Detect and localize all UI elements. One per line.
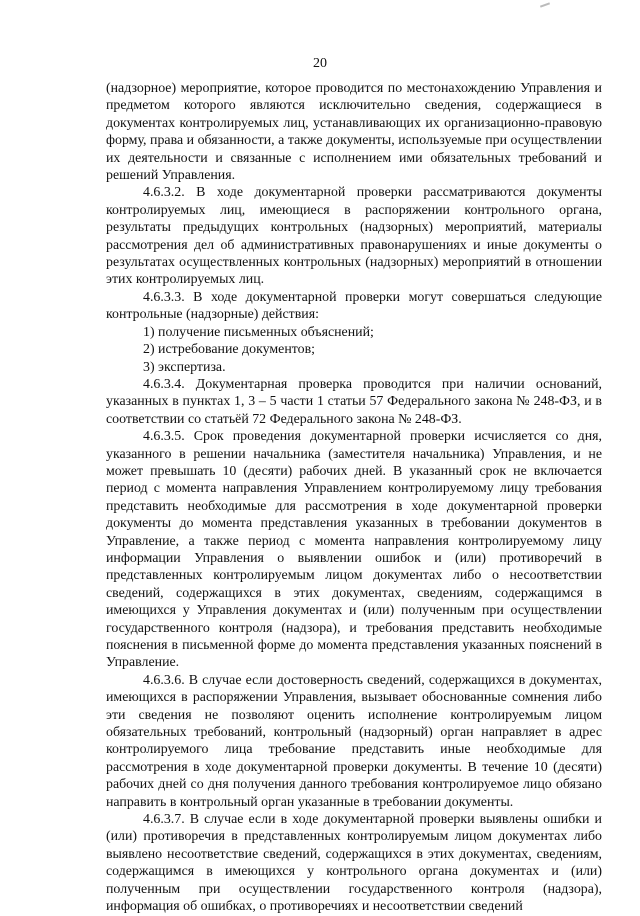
- paragraph-4-6-3-6: 4.6.3.6. В случае если достоверность сведений, содержащихся в документах, имеющихся в распоряжении Управления, вызывает обоснованные сомнения либо эти сведения не позволяют оценить исполнение контролируемым лицом обязательных требований, контрольный (надзорный) орган направляет в адрес контролируемого лица требование представить иные необходимые для рассмотрения в ходе документарной проверки документы. В течение 10 (десяти) рабочих дней со дня получения данного требования контролируемое лицо обязано направить в контрольный орган указанные в требовании документы.: [106, 672, 602, 810]
- paragraph-4-6-3-5: 4.6.3.5. Срок проведения документарной проверки исчисляется со дня, указанного в решении начальника (заместителя начальника) Управления, и не может превышать 10 (десяти) рабочих дней. В указанный срок не включается период с момента направления Управлением контролируемому лицу требования представить необходимые для рассмотрения в ходе документарной проверки документы до момента представления указанных в требовании документов в Управление, а также период с момента направления контролируемому лицу информации Управления о выявлении ошибок и (или) противоречий в представленных контролируемым лицом документах либо о несоответствии сведений, содержащихся в этих документах, сведениям, содержащимся в имеющихся у Управления документах и (или) полученным при осуществлении государственного контроля (надзора), и требования представить необходимые пояснения в письменной форме до момента представления указанных пояснений в Управление.: [106, 429, 602, 671]
- paragraph-4-6-3-3: 4.6.3.3. В ходе документарной проверки могут совершаться следующие контрольные (надзорные) действия:: [106, 289, 602, 323]
- scan-mark: [540, 2, 550, 7]
- list-item-2: 2) истребование документов;: [143, 342, 316, 358]
- paragraph-4-6-3-7: 4.6.3.7. В случае если в ходе документарной проверки выявлены ошибки и (или) противоречия в представленных контролируемым лицом документах либо выявлено несоответствие сведений, содержащихся в этих документах, сведениям, содержащимся в имеющихся у контрольного органа документах и (или) полученным при осуществлении государственного контроля (надзора), информация об ошибках, о противоречиях и несоответствии сведений: [106, 812, 602, 915]
- page-number: 20: [313, 56, 327, 71]
- document-body: [106, 80, 602, 916]
- paragraph-4-6-3-4: 4.6.3.4. Документарная проверка проводится при наличии оснований, указанных в пунктах 1, 3 – 5 части 1 статьи 57 Федерального закона № 248-ФЗ, и в соответствии со статьёй 72 Федерального закона № 248-ФЗ.: [106, 376, 602, 427]
- list-item-1: 1) получение письменных объяснений;: [143, 324, 374, 340]
- list-item-3: 3) экспертиза.: [143, 359, 226, 375]
- paragraph-continuation: (надзорное) мероприятие, которое проводится по местонахождению Управления и предметом которого являются исключительно сведения, содержащиеся в документах контролируемых лиц, устанавливающих их организационно-правовую форму, права и обязанности, а также документы, используемые при осуществлении их деятельности и связанные с исполнением ими обязательных требований и решений Управления.: [106, 81, 602, 184]
- paragraph-4-6-3-2: 4.6.3.2. В ходе документарной проверки рассматриваются документы контролируемых лиц, имеющиеся в распоряжении контрольного органа, результаты предыдущих контрольных (надзорных) мероприятий, материалы рассмотрения дел об административных правонарушениях и иные документы о результатах осуществленных контрольных (надзорных) мероприятий в отношении этих контролируемых лиц.: [106, 185, 602, 288]
